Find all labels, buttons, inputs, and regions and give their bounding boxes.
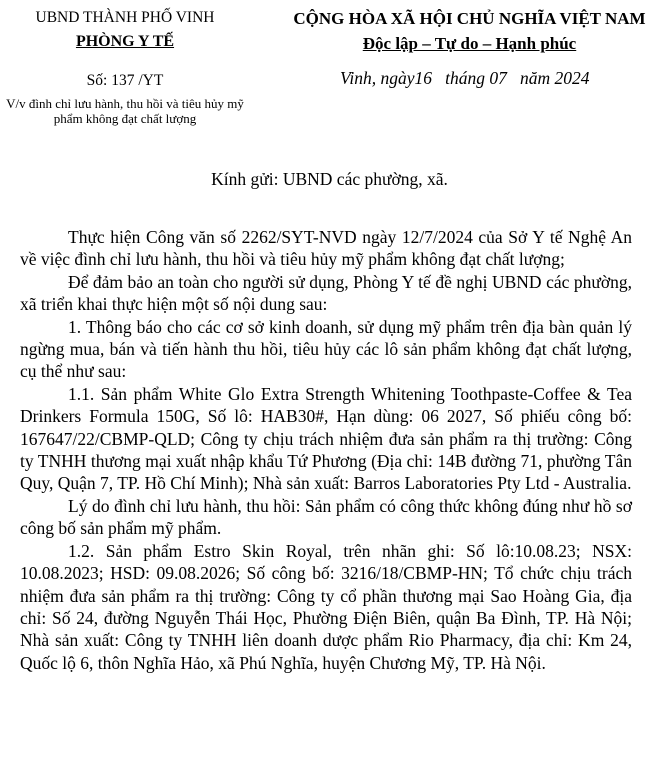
document-date: Vinh, ngày16 tháng 07 năm 2024 — [340, 68, 590, 88]
national-motto-label: Độc lập – Tự do – Hạnh phúc — [362, 34, 577, 53]
issuing-authority: UBND THÀNH PHỐ VINH — [35, 9, 215, 26]
body-paragraph: 1.1. Sản phẩm White Glo Extra Strength Whitening Toothpaste-Coffee & Tea Drinkers Formula 150G, Số lô: HAB30#, Hạn dùng: 06 2027, Số phiếu công bố: 167647/22/CBMP-QLD; Công ty chịu trách nhiệm đưa sản phẩm ra thị trường: Công ty TNHH thương mại xuất nhập khẩu Tứ Phương (Địa chỉ: 14B đường 71, phường Tân Quy, Quận 7, TP. Hồ Chí Minh); Nhà sản xuất: Barros Laboratories Pty Ltd - Australia. — [20, 383, 632, 494]
national-motto — [280, 34, 659, 54]
body-paragraph: Lý do đình chỉ lưu hành, thu hồi: Sản phẩm có công thức không đúng như hồ sơ công bố sản phẩm mỹ phẩm. — [20, 495, 632, 539]
body-paragraph: Để đảm bảo an toàn cho người sử dụng, Phòng Y tế đề nghị UBND các phường, xã triển khai thực hiện một số nội dung sau: — [20, 271, 632, 315]
document-body — [20, 226, 632, 674]
body-paragraph: 1. Thông báo cho các cơ sở kinh doanh, sử dụng mỹ phẩm trên địa bàn quản lý ngừng mua, bán và tiến hành thu hồi, tiêu hủy các lô sản phẩm không đạt chất lượng, cụ thể như sau: — [20, 316, 632, 382]
body-paragraph: Thực hiện Công văn số 2262/SYT-NVD ngày 12/7/2024 của Sở Y tế Nghệ An về việc đình chỉ lưu hành, thu hồi và tiêu hủy mỹ phẩm không đạt chất lượng; — [20, 227, 632, 270]
issuing-department — [0, 33, 250, 51]
national-title: CỘNG HÒA XÃ HỘI CHỦ NGHĨA VIỆT NAM — [293, 9, 646, 28]
recipient-line: Kính gửi: UBND các phường, xã. — [211, 169, 448, 189]
body-paragraph: 1.2. Sản phẩm Estro Skin Royal, trên nhãn ghi: Số lô:10.08.23; NSX: 10.08.2023; HSD: 09.08.2026; Số công bố: 3216/18/CBMP-HN; Tổ chức chịu trách nhiệm đưa sản phẩm ra thị trường: Công ty cổ phần thương mại Sao Hoàng Gia, địa chỉ: Số 24, đường Nguyễn Thái Học, Phường Điện Biên, quận Ba Đình, TP. Hà Nội; Nhà sản xuất: Công ty TNHH liên doanh dược phẩm Rio Pharmacy, địa chỉ: Km 24, Quốc lộ 6, thôn Nghĩa Hảo, xã Phú Nghĩa, huyện Chương Mỹ, TP. Hà Nội. — [20, 540, 632, 673]
issuing-department-label: PHÒNG Y TẾ — [75, 33, 175, 50]
document-number: Số: 137 /YT — [86, 72, 164, 89]
document-subject: V/v đình chỉ lưu hành, thu hồi và tiêu hủy mỹ phẩm không đạt chất lượng — [6, 96, 244, 126]
